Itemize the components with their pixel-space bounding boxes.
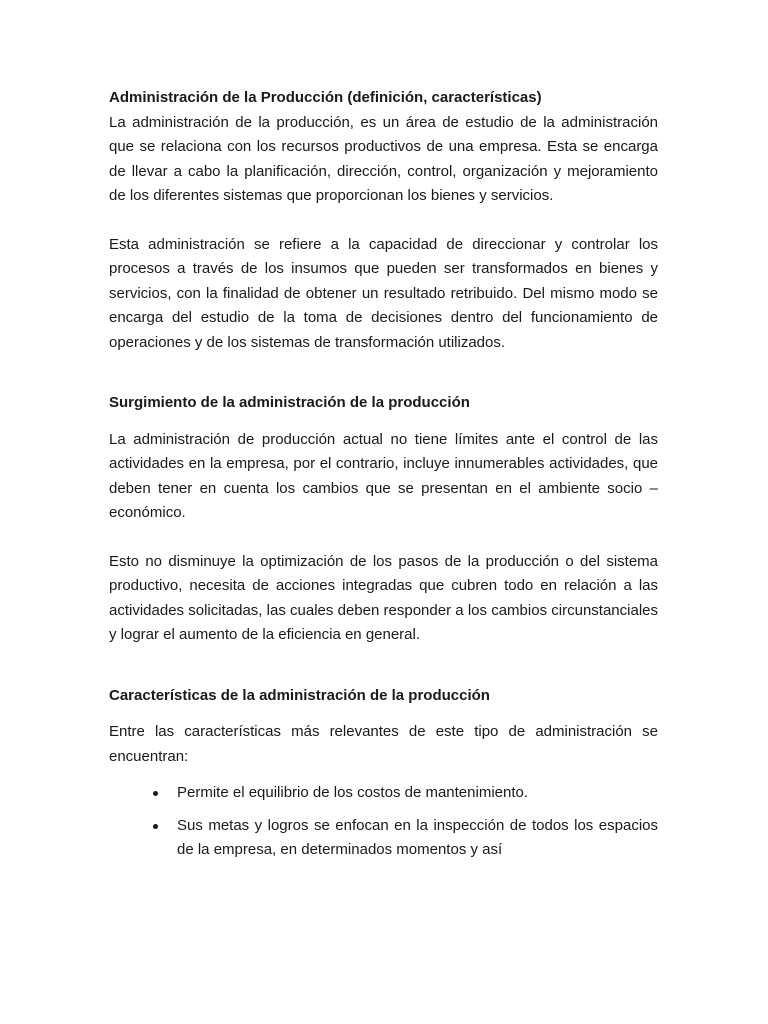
paragraph-surgimiento-1: La administración de producción actual no tiene límites ante el control de las actividades en la empresa, por el contrario, incluye innumerables actividades, que deben tener en cuenta los cambios que se presentan en el ambiente socio – económico. — [109, 430, 658, 521]
list-item-text: Sus metas y logros se enfocan en la inspección de todos los espacios de la empresa, en determinados momentos y así — [177, 816, 658, 858]
list-item — [177, 781, 658, 806]
list-item — [177, 814, 658, 863]
paragraph-definicion-1: La administración de la producción, es un área de estudio de la administración que se relaciona con los recursos productivos de una empresa. Esta se encarga de llevar a cabo la planificación, dirección, control, organización y mejoramiento de los diferentes sistemas que proporcionan los bienes y servicios. — [109, 113, 658, 204]
characteristics-list — [109, 781, 658, 863]
section-title-definicion: Administración de la Producción (definición, características) — [109, 89, 542, 106]
bullet-icon — [153, 824, 158, 829]
section-title-caracteristicas: Características de la administración de la producción — [109, 686, 490, 704]
list-item-text: Permite el equilibrio de los costos de mantenimiento. — [177, 784, 529, 801]
bullet-icon — [153, 791, 158, 796]
document-page — [109, 86, 658, 871]
paragraph-caracteristicas-intro: Entre las características más relevantes de este tipo de administración se encuentran: — [109, 723, 658, 765]
paragraph-surgimiento-2: Esto no disminuye la optimización de los pasos de la producción o del sistema productivo, necesita de acciones integradas que cubren todo en relación a las actividades solicitadas, las cuales deben responder a los cambios circunstanciales y lograr el aumento de la eficiencia en general. — [109, 552, 658, 643]
section-title-surgimiento: Surgimiento de la administración de la producción — [109, 394, 470, 411]
paragraph-definicion-2: Esta administración se refiere a la capacidad de direccionar y controlar los procesos a través de los insumos que pueden ser transformados en bienes y servicios, con la finalidad de obtener un resultado retribuido. Del mismo modo se encarga del estudio de la toma de decisiones dentro del funcionamiento de operaciones y de los sistemas de transformación utilizados. — [109, 235, 658, 351]
